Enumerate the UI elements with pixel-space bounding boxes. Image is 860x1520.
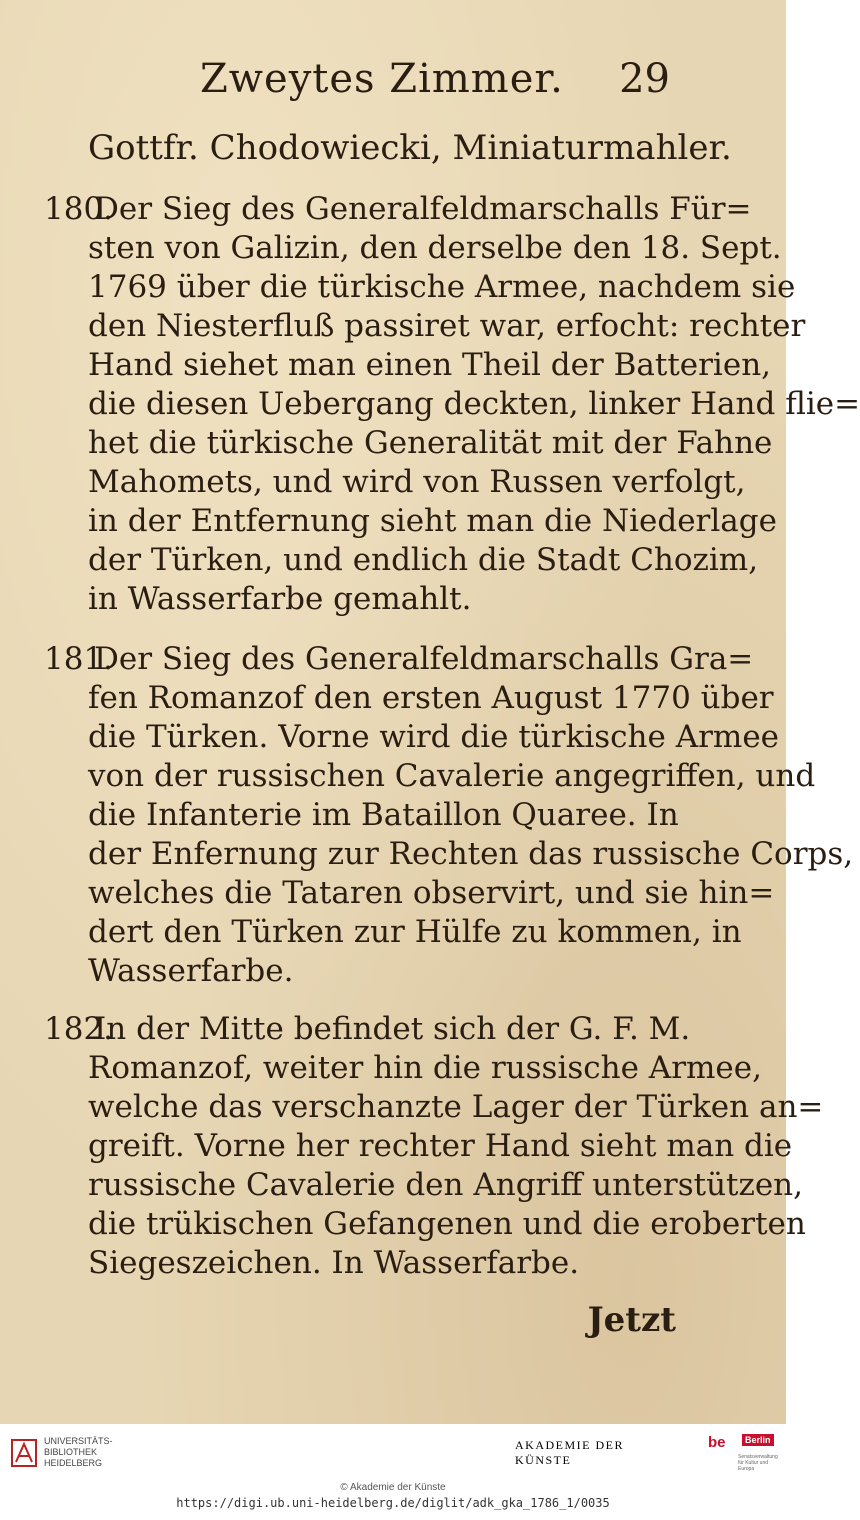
- entry-line: [44, 796, 684, 835]
- entry-text: dert den Türken zur Hülfe zu kommen, in: [88, 914, 742, 950]
- entry-line: [44, 541, 759, 580]
- page-header: [200, 52, 670, 112]
- entry-text: russische Cavalerie den Angriff unterstützen,: [88, 1167, 803, 1203]
- catalog-entry-180: [44, 190, 860, 619]
- entry-line: [44, 757, 816, 796]
- entry-line: [44, 307, 806, 346]
- entry-line: [44, 718, 780, 757]
- entry-line: [44, 385, 860, 424]
- entry-text: sten von Galizin, den derselbe den 18. Sept.: [88, 230, 782, 266]
- entry-text: in Wasserfarbe gemahlt.: [88, 581, 472, 617]
- entry-text: die trükischen Gefangenen und die eroberten: [88, 1206, 806, 1242]
- entry-line: [44, 1166, 803, 1205]
- entry-line: [44, 913, 742, 952]
- adk-logo-label: AKADEMIE DER KÜNSTE: [504, 1433, 694, 1473]
- entry-line: [44, 502, 777, 541]
- entry-line: [44, 679, 774, 718]
- entry-text: 1769 über die türkische Armee, nachdem sie: [88, 269, 796, 305]
- entry-text: Wasserfarbe.: [88, 953, 294, 989]
- entry-line: [44, 835, 854, 874]
- entry-line: [44, 463, 746, 502]
- running-head: Zweytes Zimmer.: [200, 56, 564, 102]
- entry-line: [44, 1010, 691, 1049]
- catalog-entry-182: [44, 1010, 824, 1283]
- entry-text: greift. Vorne her rechter Hand sieht man die: [88, 1128, 793, 1164]
- entry-text: het die türkische Generalität mit der Fahne: [88, 425, 773, 461]
- catchword: Jetzt: [587, 1300, 676, 1340]
- akademie-der-kuenste-logo[interactable]: [504, 1434, 694, 1472]
- entry-line: [44, 268, 796, 307]
- entry-number: 181.: [44, 641, 114, 677]
- entry-text: Romanzof, weiter hin die russische Armee,: [88, 1050, 762, 1086]
- entry-line: [44, 424, 773, 463]
- be-logo-subtitle: Senatsverwaltung für Kultur und Europa: [738, 1454, 778, 1472]
- entry-text: fen Romanzof den ersten August 1770 über: [88, 680, 774, 716]
- ub-logo-line: BIBLIOTHEK: [44, 1447, 98, 1457]
- be-logo-mark: be: [708, 1434, 726, 1451]
- entry-line: [44, 1049, 762, 1088]
- be-berlin-logo[interactable]: [708, 1432, 778, 1474]
- be-logo-berlin: Berlin: [742, 1434, 774, 1446]
- entry-line: [44, 580, 684, 619]
- entry-text: Hand siehet man einen Theil der Batterien,: [88, 347, 772, 383]
- entry-line: [44, 1127, 793, 1166]
- author-line: Gottfr. Chodowiecki, Miniaturmahler.: [88, 128, 732, 168]
- ub-logo-line: UNIVERSITÄTS-: [44, 1436, 113, 1446]
- permalink-url[interactable]: https://digi.ub.uni-heidelberg.de/diglit/adk_gka_1786_1/0035: [176, 1496, 610, 1510]
- entry-line: [44, 346, 772, 385]
- entry-line: [44, 1205, 806, 1244]
- ub-logo-text: [44, 1436, 113, 1469]
- entry-text: In der Mitte befindet sich der G. F. M.: [94, 1011, 691, 1047]
- entry-text: Der Sieg des Generalfeldmarschalls Für=: [94, 191, 752, 227]
- entry-line: [44, 952, 684, 991]
- entry-number: 180.: [44, 191, 114, 227]
- entry-line: [44, 1088, 824, 1127]
- entry-line: [44, 229, 782, 268]
- entry-text: in der Entfernung sieht man die Niederlage: [88, 503, 777, 539]
- entry-line: [44, 874, 775, 913]
- university-library-logo[interactable]: [10, 1434, 130, 1474]
- entry-line: [44, 190, 752, 229]
- viewer-footer: [0, 1424, 786, 1520]
- entry-text: der Enfernung zur Rechten das russische Corps,: [88, 836, 854, 872]
- entry-line: [44, 640, 754, 679]
- ub-heidelberg-icon: [10, 1436, 38, 1470]
- page-number: 29: [619, 56, 670, 102]
- entry-text: die Türken. Vorne wird die türkische Armee: [88, 719, 780, 755]
- entry-text: welches die Tataren observirt, und sie hin=: [88, 875, 775, 911]
- entry-text: die Infanterie im Bataillon Quaree. In: [88, 797, 679, 833]
- catalog-entry-181: [44, 640, 854, 991]
- entry-text: den Niesterfluß passiret war, erfocht: rechter: [88, 308, 806, 344]
- entry-number: 182.: [44, 1011, 114, 1047]
- entry-text: Mahomets, und wird von Russen verfolgt,: [88, 464, 746, 500]
- entry-text: Der Sieg des Generalfeldmarschalls Gra=: [94, 641, 754, 677]
- copyright-notice: © Akademie der Künste: [340, 1482, 446, 1493]
- entry-text: der Türken, und endlich die Stadt Chozim,: [88, 542, 759, 578]
- entry-text: Siegeszeichen. In Wasserfarbe.: [88, 1245, 580, 1281]
- entry-text: welche das verschanzte Lager der Türken an=: [88, 1089, 824, 1125]
- entry-line: [44, 1244, 684, 1283]
- ub-logo-line: HEIDELBERG: [44, 1458, 103, 1468]
- entry-text: von der russischen Cavalerie angegriffen, und: [88, 758, 816, 794]
- entry-text: die diesen Uebergang deckten, linker Hand flie=: [88, 386, 860, 422]
